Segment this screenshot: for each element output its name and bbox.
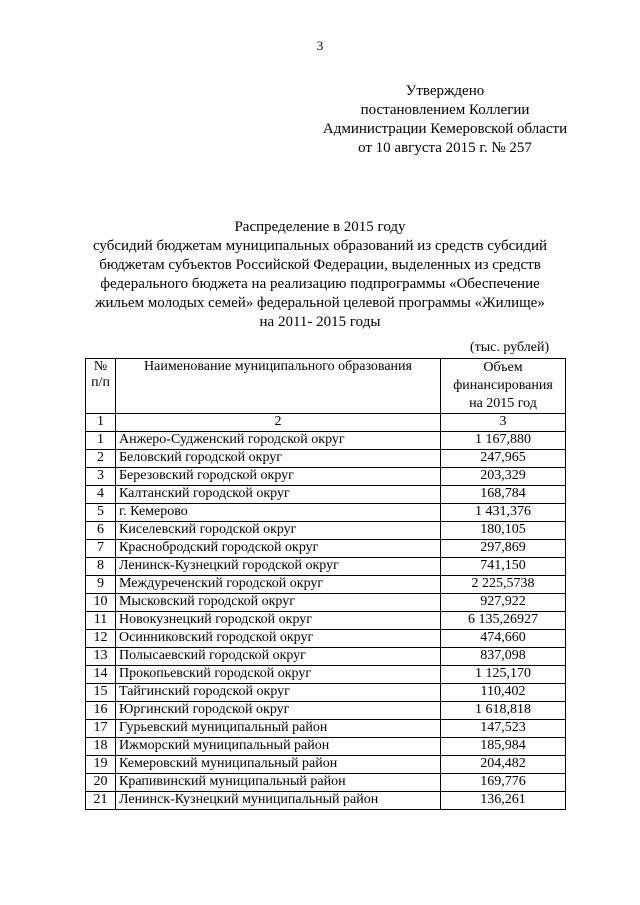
title-line: бюджетам субъектов Российской Федерации, выделенных из средств <box>99 257 541 273</box>
table-row <box>86 774 566 792</box>
funding-value: 185,984 <box>441 738 566 756</box>
header-value-line: Объем <box>483 360 523 375</box>
municipality-name: Ижморский муниципальный район <box>116 738 441 756</box>
row-number: 16 <box>86 702 116 720</box>
municipality-name: Краснобродский городской округ <box>116 540 441 558</box>
municipality-name: Тайгинский городской округ <box>116 684 441 702</box>
funding-value: 180,105 <box>441 522 566 540</box>
table-row <box>86 756 566 774</box>
funding-value: 6 135,26927 <box>441 612 566 630</box>
municipality-name: Березовский городской округ <box>116 468 441 486</box>
page-number: 3 <box>316 38 324 53</box>
table-row <box>86 738 566 756</box>
header-value-line: финансирования <box>453 378 553 393</box>
municipality-name: Мысковский городской округ <box>116 594 441 612</box>
funding-value: 169,776 <box>441 774 566 792</box>
header-value-line: на 2015 год <box>469 396 537 411</box>
table-row <box>86 684 566 702</box>
funding-value: 837,098 <box>441 648 566 666</box>
header-number <box>86 359 116 414</box>
approval-block <box>300 82 590 158</box>
column-index: 3 <box>441 414 566 432</box>
funding-value: 1 618,818 <box>441 702 566 720</box>
row-number: 5 <box>86 504 116 522</box>
row-number: 20 <box>86 774 116 792</box>
table-row <box>86 666 566 684</box>
approval-line: постановлением Коллегии <box>360 102 530 118</box>
table-row <box>86 468 566 486</box>
header-value <box>441 359 566 414</box>
table-row <box>86 504 566 522</box>
row-number: 9 <box>86 576 116 594</box>
header-name: Наименование муниципального образования <box>116 359 441 414</box>
municipality-name: Ленинск-Кузнецкий городской округ <box>116 558 441 576</box>
municipality-name: Крапивинский муниципальный район <box>116 774 441 792</box>
row-number: 8 <box>86 558 116 576</box>
table-body <box>86 432 566 810</box>
approval-line: Администрации Кемеровской области <box>322 121 568 137</box>
table-row <box>86 792 566 810</box>
municipality-name: Полысаевский городской округ <box>116 648 441 666</box>
table-row <box>86 558 566 576</box>
municipality-name: Осинниковский городской округ <box>116 630 441 648</box>
row-number: 12 <box>86 630 116 648</box>
row-number: 19 <box>86 756 116 774</box>
funding-value: 147,523 <box>441 720 566 738</box>
table-row <box>86 540 566 558</box>
table-row <box>86 702 566 720</box>
row-number: 1 <box>86 432 116 450</box>
funding-value: 136,261 <box>441 792 566 810</box>
row-number: 18 <box>86 738 116 756</box>
municipality-name: Прокопьевский городской округ <box>116 666 441 684</box>
funding-value: 474,660 <box>441 630 566 648</box>
funding-table <box>85 358 566 810</box>
row-number: 10 <box>86 594 116 612</box>
title-line: федерального бюджета на реализацию подпрограммы «Обеспечение <box>100 276 540 292</box>
title-line: на 2011- 2015 годы <box>259 314 381 330</box>
column-index: 1 <box>86 414 116 432</box>
title-line: субсидий бюджетам муниципальных образований из средств субсидий <box>92 238 548 254</box>
row-number: 21 <box>86 792 116 810</box>
municipality-name: Юргинский городской округ <box>116 702 441 720</box>
units-note: (тыс. рублей) <box>470 340 550 355</box>
municipality-name: Беловский городской округ <box>116 450 441 468</box>
row-number: 7 <box>86 540 116 558</box>
funding-value: 2 225,5738 <box>441 576 566 594</box>
row-number: 4 <box>86 486 116 504</box>
table-row <box>86 432 566 450</box>
municipality-name: г. Кемерово <box>116 504 441 522</box>
table-row <box>86 594 566 612</box>
municipality-name: Междуреченский городской округ <box>116 576 441 594</box>
funding-value: 1 431,376 <box>441 504 566 522</box>
table-row <box>86 612 566 630</box>
table-row <box>86 522 566 540</box>
table-header-row <box>86 359 566 414</box>
title-line: Распределение в 2015 году <box>234 219 406 235</box>
municipality-name: Киселевский городской округ <box>116 522 441 540</box>
table-row <box>86 720 566 738</box>
funding-value: 741,150 <box>441 558 566 576</box>
table-row <box>86 648 566 666</box>
column-index: 2 <box>116 414 441 432</box>
funding-value: 1 167,880 <box>441 432 566 450</box>
document-title <box>60 218 580 332</box>
funding-value: 297,869 <box>441 540 566 558</box>
row-number: 14 <box>86 666 116 684</box>
table-row <box>86 486 566 504</box>
header-number-line: № <box>93 359 108 374</box>
row-number: 3 <box>86 468 116 486</box>
municipality-name: Ленинск-Кузнецкий муниципальный район <box>116 792 441 810</box>
header-number-line: п/п <box>91 375 110 390</box>
funding-value: 247,965 <box>441 450 566 468</box>
municipality-name: Кемеровский муниципальный район <box>116 756 441 774</box>
table-row <box>86 450 566 468</box>
funding-value: 204,482 <box>441 756 566 774</box>
column-index-row <box>86 414 566 432</box>
municipality-name: Новокузнецкий городской округ <box>116 612 441 630</box>
table-row <box>86 630 566 648</box>
row-number: 17 <box>86 720 116 738</box>
funding-value: 203,329 <box>441 468 566 486</box>
funding-value: 168,784 <box>441 486 566 504</box>
row-number: 11 <box>86 612 116 630</box>
row-number: 15 <box>86 684 116 702</box>
approval-line: от 10 августа 2015 г. № 257 <box>358 140 532 156</box>
funding-value: 927,922 <box>441 594 566 612</box>
row-number: 13 <box>86 648 116 666</box>
municipality-name: Гурьевский муниципальный район <box>116 720 441 738</box>
title-line: жильем молодых семей» федеральной целевой программы «Жилище» <box>95 295 545 311</box>
funding-value: 1 125,170 <box>441 666 566 684</box>
funding-value: 110,402 <box>441 684 566 702</box>
municipality-name: Калтанский городской округ <box>116 486 441 504</box>
row-number: 6 <box>86 522 116 540</box>
municipality-name: Анжеро-Судженский городской округ <box>116 432 441 450</box>
row-number: 2 <box>86 450 116 468</box>
table-row <box>86 576 566 594</box>
approval-line: Утверждено <box>405 83 485 99</box>
